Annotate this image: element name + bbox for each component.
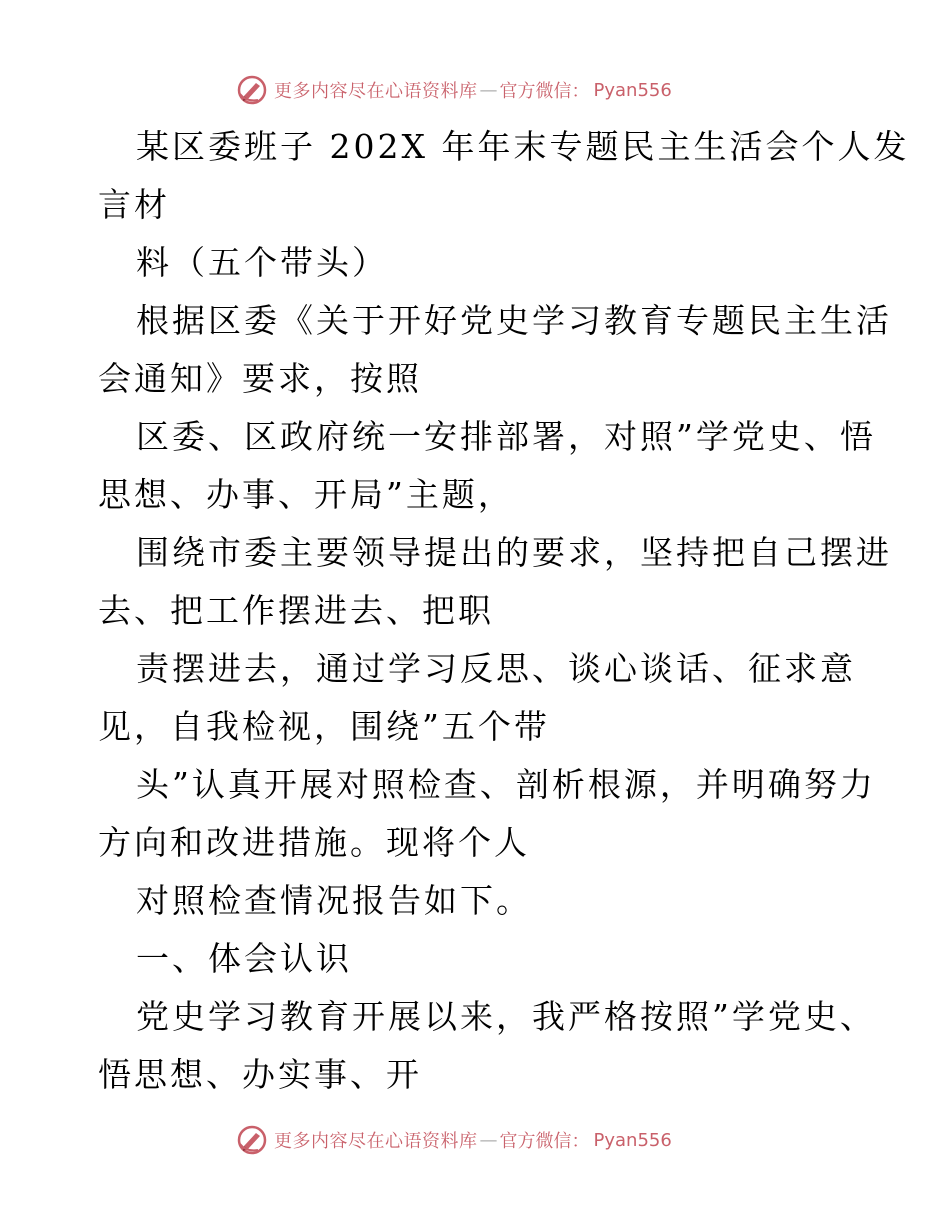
text-line: 见，自我检视，围绕”五个带 — [98, 707, 550, 746]
text-line: 方向和改进措施。现将个人 — [98, 823, 530, 862]
watermark-wechat-label: 官方微信： — [499, 1131, 590, 1152]
watermark-text: 更多内容尽在心语资料库 — [274, 81, 478, 102]
section-heading: 一、体会认识 — [136, 939, 352, 978]
header-watermark — [236, 72, 672, 108]
watermark-wechat-label: 官方微信： — [499, 81, 590, 102]
text-line: 去、把工作摆进去、把职 — [98, 591, 494, 630]
watermark-wechat-id: Pyan556 — [593, 1129, 672, 1151]
footer-watermark — [236, 1122, 672, 1158]
text-line: 头”认真开展对照检查、剖析根源，并明确努力 — [136, 765, 876, 804]
watermark-separator: — — [479, 1129, 498, 1151]
document-body — [98, 118, 910, 1104]
watermark-separator: — — [479, 79, 498, 101]
text-line: 料（五个带头） — [136, 243, 388, 282]
text-line: 责摆进去，通过学习反思、谈心谈话、征求意 — [136, 649, 856, 688]
watermark-text: 更多内容尽在心语资料库 — [274, 1131, 478, 1152]
pen-logo-icon — [236, 74, 268, 106]
text-line: 某区委班子 202X 年年末专题民主生活会个人发 — [136, 127, 910, 166]
text-line: 围绕市委主要领导提出的要求，坚持把自己摆进 — [136, 533, 892, 572]
text-line: 根据区委《关于开好党史学习教育专题民主生活 — [136, 301, 892, 340]
text-line: 思想、办事、开局”主题， — [98, 475, 514, 514]
text-line: 会通知》要求，按照 — [98, 359, 422, 398]
text-line: 悟思想、办实事、开 — [98, 1055, 422, 1094]
text-line: 区委、区政府统一安排部署，对照”学党史、悟 — [136, 417, 876, 456]
text-line: 党史学习教育开展以来，我严格按照”学党史、 — [136, 997, 876, 1036]
watermark-wechat-id: Pyan556 — [593, 79, 672, 101]
text-line: 对照检查情况报告如下。 — [136, 881, 532, 920]
text-line: 言材 — [98, 185, 170, 224]
pen-logo-icon — [236, 1124, 268, 1156]
